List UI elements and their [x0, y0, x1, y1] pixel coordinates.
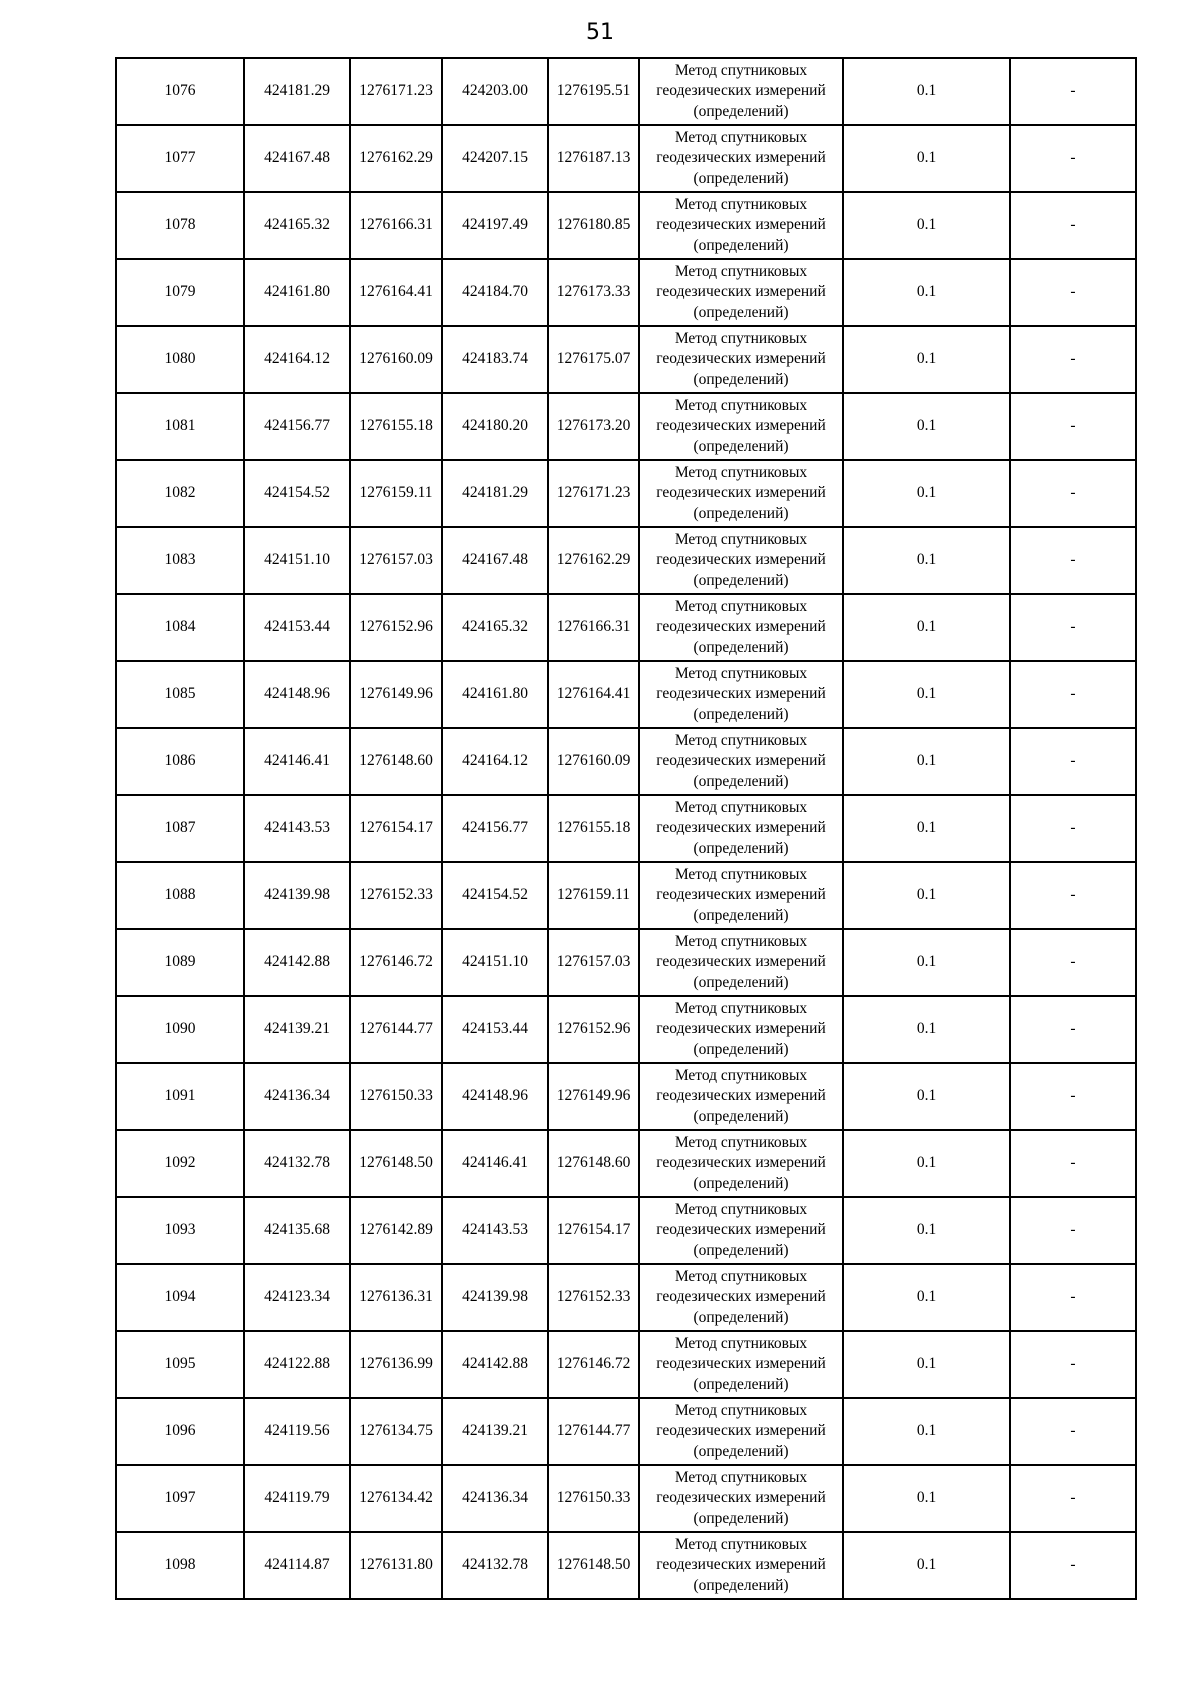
note-cell: -: [1010, 1264, 1136, 1331]
table-row: [116, 1197, 1136, 1264]
accuracy-cell: 0.1: [843, 594, 1010, 661]
accuracy-cell: 0.1: [843, 728, 1010, 795]
accuracy-cell: 0.1: [843, 795, 1010, 862]
y-coordinate-prev-cell: 1276175.07: [548, 326, 639, 393]
y-coordinate-prev-cell: 1276154.17: [548, 1197, 639, 1264]
note-cell: -: [1010, 1331, 1136, 1398]
table-row: [116, 594, 1136, 661]
x-coordinate-prev-cell: 424167.48: [442, 527, 548, 594]
accuracy-cell: 0.1: [843, 527, 1010, 594]
x-coordinate-prev-cell: 424153.44: [442, 996, 548, 1063]
accuracy-cell: 0.1: [843, 460, 1010, 527]
x-coordinate-cell: 424165.32: [244, 192, 350, 259]
note-cell: -: [1010, 460, 1136, 527]
y-coordinate-prev-cell: 1276150.33: [548, 1465, 639, 1532]
method-cell: Метод спутниковых геодезических измерений (определений): [639, 1264, 843, 1331]
accuracy-cell: 0.1: [843, 1264, 1010, 1331]
y-coordinate-cell: 1276166.31: [350, 192, 442, 259]
accuracy-cell: 0.1: [843, 1063, 1010, 1130]
x-coordinate-prev-cell: 424139.98: [442, 1264, 548, 1331]
x-coordinate-cell: 424123.34: [244, 1264, 350, 1331]
table-row: [116, 795, 1136, 862]
x-coordinate-prev-cell: 424151.10: [442, 929, 548, 996]
point-number-cell: 1096: [116, 1398, 244, 1465]
method-cell: Метод спутниковых геодезических измерений (определений): [639, 527, 843, 594]
x-coordinate-cell: 424167.48: [244, 125, 350, 192]
accuracy-cell: 0.1: [843, 259, 1010, 326]
y-coordinate-cell: 1276171.23: [350, 58, 442, 125]
x-coordinate-cell: 424151.10: [244, 527, 350, 594]
y-coordinate-cell: 1276148.60: [350, 728, 442, 795]
y-coordinate-cell: 1276152.96: [350, 594, 442, 661]
x-coordinate-cell: 424132.78: [244, 1130, 350, 1197]
x-coordinate-cell: 424122.88: [244, 1331, 350, 1398]
y-coordinate-prev-cell: 1276149.96: [548, 1063, 639, 1130]
point-number-cell: 1093: [116, 1197, 244, 1264]
point-number-cell: 1098: [116, 1532, 244, 1599]
y-coordinate-prev-cell: 1276152.33: [548, 1264, 639, 1331]
y-coordinate-cell: 1276164.41: [350, 259, 442, 326]
note-cell: -: [1010, 1465, 1136, 1532]
method-cell: Метод спутниковых геодезических измерений (определений): [639, 1197, 843, 1264]
y-coordinate-cell: 1276150.33: [350, 1063, 442, 1130]
y-coordinate-cell: 1276146.72: [350, 929, 442, 996]
method-cell: Метод спутниковых геодезических измерений (определений): [639, 460, 843, 527]
point-number-cell: 1095: [116, 1331, 244, 1398]
method-cell: Метод спутниковых геодезических измерений (определений): [639, 1398, 843, 1465]
table-row: [116, 996, 1136, 1063]
note-cell: -: [1010, 728, 1136, 795]
method-cell: Метод спутниковых геодезических измерений (определений): [639, 996, 843, 1063]
table-row: [116, 929, 1136, 996]
x-coordinate-cell: 424142.88: [244, 929, 350, 996]
x-coordinate-prev-cell: 424203.00: [442, 58, 548, 125]
method-cell: Метод спутниковых геодезических измерений (определений): [639, 929, 843, 996]
y-coordinate-prev-cell: 1276171.23: [548, 460, 639, 527]
note-cell: -: [1010, 393, 1136, 460]
point-number-cell: 1084: [116, 594, 244, 661]
point-number-cell: 1087: [116, 795, 244, 862]
y-coordinate-cell: 1276160.09: [350, 326, 442, 393]
y-coordinate-prev-cell: 1276187.13: [548, 125, 639, 192]
table-row: [116, 393, 1136, 460]
point-number-cell: 1091: [116, 1063, 244, 1130]
note-cell: -: [1010, 1063, 1136, 1130]
table-row: [116, 259, 1136, 326]
x-coordinate-prev-cell: 424183.74: [442, 326, 548, 393]
y-coordinate-cell: 1276157.03: [350, 527, 442, 594]
x-coordinate-prev-cell: 424207.15: [442, 125, 548, 192]
y-coordinate-cell: 1276148.50: [350, 1130, 442, 1197]
y-coordinate-cell: 1276149.96: [350, 661, 442, 728]
y-coordinate-cell: 1276144.77: [350, 996, 442, 1063]
x-coordinate-cell: 424114.87: [244, 1532, 350, 1599]
note-cell: -: [1010, 1197, 1136, 1264]
y-coordinate-cell: 1276134.42: [350, 1465, 442, 1532]
accuracy-cell: 0.1: [843, 192, 1010, 259]
accuracy-cell: 0.1: [843, 1465, 1010, 1532]
note-cell: -: [1010, 326, 1136, 393]
x-coordinate-prev-cell: 424148.96: [442, 1063, 548, 1130]
point-number-cell: 1083: [116, 527, 244, 594]
method-cell: Метод спутниковых геодезических измерений (определений): [639, 795, 843, 862]
y-coordinate-prev-cell: 1276146.72: [548, 1331, 639, 1398]
table-row: [116, 1130, 1136, 1197]
y-coordinate-cell: 1276136.31: [350, 1264, 442, 1331]
x-coordinate-prev-cell: 424143.53: [442, 1197, 548, 1264]
method-cell: Метод спутниковых геодезических измерений (определений): [639, 728, 843, 795]
x-coordinate-prev-cell: 424136.34: [442, 1465, 548, 1532]
y-coordinate-prev-cell: 1276155.18: [548, 795, 639, 862]
y-coordinate-prev-cell: 1276148.50: [548, 1532, 639, 1599]
y-coordinate-prev-cell: 1276173.33: [548, 259, 639, 326]
y-coordinate-prev-cell: 1276180.85: [548, 192, 639, 259]
accuracy-cell: 0.1: [843, 862, 1010, 929]
note-cell: -: [1010, 125, 1136, 192]
accuracy-cell: 0.1: [843, 1130, 1010, 1197]
x-coordinate-cell: 424146.41: [244, 728, 350, 795]
point-number-cell: 1080: [116, 326, 244, 393]
note-cell: -: [1010, 58, 1136, 125]
table-row: [116, 527, 1136, 594]
note-cell: -: [1010, 259, 1136, 326]
table-row: [116, 728, 1136, 795]
table-row: [116, 1398, 1136, 1465]
note-cell: -: [1010, 1398, 1136, 1465]
x-coordinate-prev-cell: 424139.21: [442, 1398, 548, 1465]
method-cell: Метод спутниковых геодезических измерений (определений): [639, 1063, 843, 1130]
x-coordinate-prev-cell: 424197.49: [442, 192, 548, 259]
x-coordinate-cell: 424143.53: [244, 795, 350, 862]
note-cell: -: [1010, 862, 1136, 929]
method-cell: Метод спутниковых геодезических измерений (определений): [639, 1130, 843, 1197]
method-cell: Метод спутниковых геодезических измерений (определений): [639, 1465, 843, 1532]
method-cell: Метод спутниковых геодезических измерений (определений): [639, 192, 843, 259]
point-number-cell: 1079: [116, 259, 244, 326]
note-cell: -: [1010, 795, 1136, 862]
table-row: [116, 1063, 1136, 1130]
page-number: 51: [586, 20, 614, 45]
point-number-cell: 1076: [116, 58, 244, 125]
y-coordinate-cell: 1276154.17: [350, 795, 442, 862]
accuracy-cell: 0.1: [843, 125, 1010, 192]
accuracy-cell: 0.1: [843, 929, 1010, 996]
point-number-cell: 1078: [116, 192, 244, 259]
note-cell: -: [1010, 929, 1136, 996]
y-coordinate-cell: 1276136.99: [350, 1331, 442, 1398]
x-coordinate-cell: 424164.12: [244, 326, 350, 393]
y-coordinate-prev-cell: 1276160.09: [548, 728, 639, 795]
y-coordinate-prev-cell: 1276157.03: [548, 929, 639, 996]
y-coordinate-cell: 1276131.80: [350, 1532, 442, 1599]
table-row: [116, 58, 1136, 125]
method-cell: Метод спутниковых геодезических измерений (определений): [639, 125, 843, 192]
y-coordinate-prev-cell: 1276152.96: [548, 996, 639, 1063]
x-coordinate-cell: 424181.29: [244, 58, 350, 125]
table-row: [116, 661, 1136, 728]
table-body: [116, 58, 1136, 1599]
x-coordinate-prev-cell: 424146.41: [442, 1130, 548, 1197]
x-coordinate-prev-cell: 424165.32: [442, 594, 548, 661]
method-cell: Метод спутниковых геодезических измерений (определений): [639, 326, 843, 393]
note-cell: -: [1010, 661, 1136, 728]
method-cell: Метод спутниковых геодезических измерений (определений): [639, 594, 843, 661]
x-coordinate-prev-cell: 424154.52: [442, 862, 548, 929]
point-number-cell: 1094: [116, 1264, 244, 1331]
accuracy-cell: 0.1: [843, 326, 1010, 393]
y-coordinate-prev-cell: 1276166.31: [548, 594, 639, 661]
accuracy-cell: 0.1: [843, 393, 1010, 460]
accuracy-cell: 0.1: [843, 1532, 1010, 1599]
y-coordinate-cell: 1276152.33: [350, 862, 442, 929]
note-cell: -: [1010, 1130, 1136, 1197]
x-coordinate-cell: 424135.68: [244, 1197, 350, 1264]
note-cell: -: [1010, 594, 1136, 661]
x-coordinate-prev-cell: 424181.29: [442, 460, 548, 527]
y-coordinate-prev-cell: 1276162.29: [548, 527, 639, 594]
x-coordinate-cell: 424153.44: [244, 594, 350, 661]
x-coordinate-cell: 424148.96: [244, 661, 350, 728]
accuracy-cell: 0.1: [843, 661, 1010, 728]
point-number-cell: 1092: [116, 1130, 244, 1197]
x-coordinate-prev-cell: 424180.20: [442, 393, 548, 460]
x-coordinate-prev-cell: 424184.70: [442, 259, 548, 326]
table-row: [116, 125, 1136, 192]
note-cell: -: [1010, 996, 1136, 1063]
y-coordinate-cell: 1276142.89: [350, 1197, 442, 1264]
accuracy-cell: 0.1: [843, 996, 1010, 1063]
y-coordinate-cell: 1276159.11: [350, 460, 442, 527]
point-number-cell: 1089: [116, 929, 244, 996]
table-row: [116, 1331, 1136, 1398]
method-cell: Метод спутниковых геодезических измерений (определений): [639, 661, 843, 728]
x-coordinate-cell: 424161.80: [244, 259, 350, 326]
x-coordinate-prev-cell: 424132.78: [442, 1532, 548, 1599]
y-coordinate-prev-cell: 1276164.41: [548, 661, 639, 728]
x-coordinate-cell: 424119.56: [244, 1398, 350, 1465]
method-cell: Метод спутниковых геодезических измерений (определений): [639, 259, 843, 326]
note-cell: -: [1010, 192, 1136, 259]
accuracy-cell: 0.1: [843, 1331, 1010, 1398]
x-coordinate-cell: 424139.98: [244, 862, 350, 929]
point-number-cell: 1086: [116, 728, 244, 795]
note-cell: -: [1010, 527, 1136, 594]
x-coordinate-cell: 424156.77: [244, 393, 350, 460]
x-coordinate-cell: 424139.21: [244, 996, 350, 1063]
y-coordinate-cell: 1276155.18: [350, 393, 442, 460]
x-coordinate-prev-cell: 424161.80: [442, 661, 548, 728]
y-coordinate-cell: 1276134.75: [350, 1398, 442, 1465]
y-coordinate-prev-cell: 1276173.20: [548, 393, 639, 460]
table-row: [116, 326, 1136, 393]
point-number-cell: 1081: [116, 393, 244, 460]
y-coordinate-prev-cell: 1276148.60: [548, 1130, 639, 1197]
accuracy-cell: 0.1: [843, 1197, 1010, 1264]
method-cell: Метод спутниковых геодезических измерений (определений): [639, 393, 843, 460]
table-row: [116, 192, 1136, 259]
y-coordinate-cell: 1276162.29: [350, 125, 442, 192]
x-coordinate-prev-cell: 424164.12: [442, 728, 548, 795]
point-number-cell: 1082: [116, 460, 244, 527]
y-coordinate-prev-cell: 1276159.11: [548, 862, 639, 929]
table-row: [116, 1532, 1136, 1599]
table-row: [116, 460, 1136, 527]
note-cell: -: [1010, 1532, 1136, 1599]
accuracy-cell: 0.1: [843, 58, 1010, 125]
table-row: [116, 1465, 1136, 1532]
method-cell: Метод спутниковых геодезических измерений (определений): [639, 58, 843, 125]
y-coordinate-prev-cell: 1276144.77: [548, 1398, 639, 1465]
x-coordinate-prev-cell: 424156.77: [442, 795, 548, 862]
point-number-cell: 1088: [116, 862, 244, 929]
table-row: [116, 1264, 1136, 1331]
y-coordinate-prev-cell: 1276195.51: [548, 58, 639, 125]
method-cell: Метод спутниковых геодезических измерений (определений): [639, 1331, 843, 1398]
accuracy-cell: 0.1: [843, 1398, 1010, 1465]
point-number-cell: 1097: [116, 1465, 244, 1532]
coordinates-table: [115, 57, 1137, 1600]
x-coordinate-cell: 424119.79: [244, 1465, 350, 1532]
method-cell: Метод спутниковых геодезических измерений (определений): [639, 862, 843, 929]
x-coordinate-prev-cell: 424142.88: [442, 1331, 548, 1398]
point-number-cell: 1090: [116, 996, 244, 1063]
x-coordinate-cell: 424154.52: [244, 460, 350, 527]
point-number-cell: 1085: [116, 661, 244, 728]
method-cell: Метод спутниковых геодезических измерений (определений): [639, 1532, 843, 1599]
point-number-cell: 1077: [116, 125, 244, 192]
x-coordinate-cell: 424136.34: [244, 1063, 350, 1130]
table-row: [116, 862, 1136, 929]
